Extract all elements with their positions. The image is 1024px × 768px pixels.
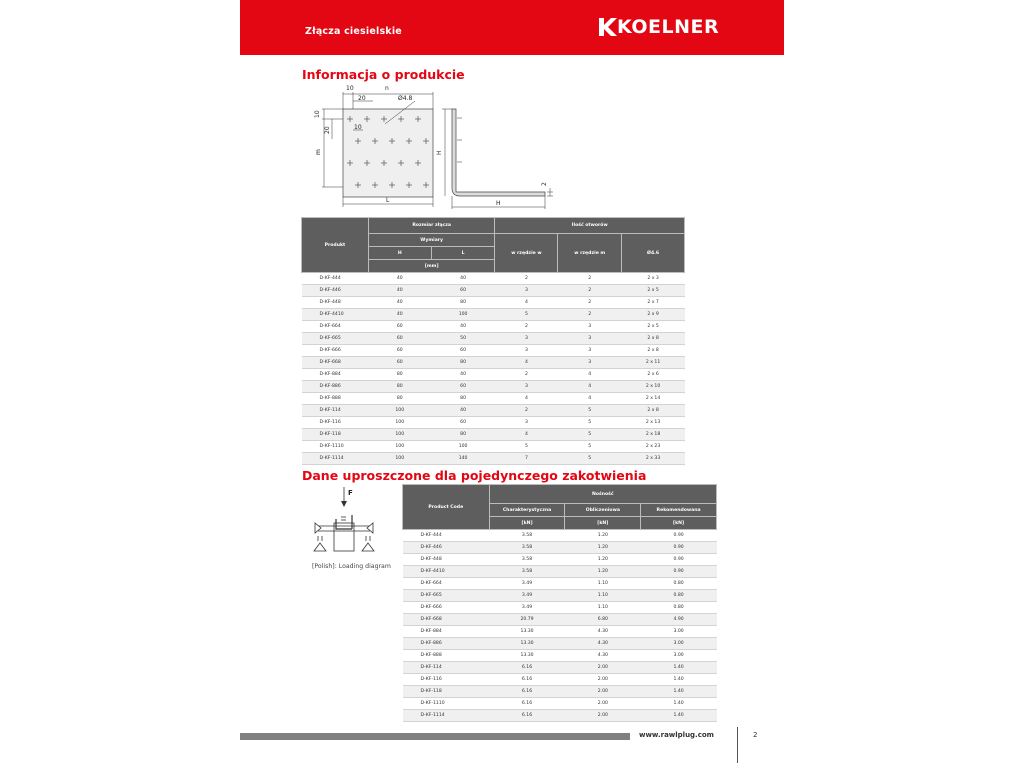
table-row (403, 710, 717, 722)
col-header-row-w: w rzędzie w (495, 234, 558, 273)
table-cell: 4 (558, 393, 622, 405)
table-cell: 4 (495, 429, 558, 441)
table-cell: 1.10 (565, 590, 641, 602)
product-code-cell: D-KF-4410 (302, 309, 369, 321)
table-cell: 60 (368, 333, 431, 345)
table-cell: 2 x 11 (622, 357, 685, 369)
table-row (302, 381, 685, 393)
table-cell: 0.80 (641, 602, 717, 614)
table-cell: 3.58 (489, 554, 565, 566)
table-cell: 2 (495, 405, 558, 417)
table-cell: 2 x 8 (622, 405, 685, 417)
product-code-cell: D-KF-446 (403, 542, 490, 554)
table-cell: 60 (368, 321, 431, 333)
col-header-capacity-group: Nośność (489, 485, 716, 504)
table-row (403, 698, 717, 710)
col-header-h: H (368, 247, 431, 260)
footer-divider (737, 727, 738, 763)
table-cell: 2 x 33 (622, 453, 685, 465)
table-cell: 2 x 7 (622, 297, 685, 309)
col-header-recommended: Rekomendowana (641, 504, 717, 517)
table-cell: 3.00 (641, 638, 717, 650)
table-cell: 1.40 (641, 674, 717, 686)
table-cell: 1.40 (641, 686, 717, 698)
product-code-cell: D-KF-668 (302, 357, 369, 369)
table-cell: 60 (431, 285, 495, 297)
table-cell: 2.00 (565, 662, 641, 674)
table-cell: 3 (495, 345, 558, 357)
dim-label: m (315, 149, 322, 155)
table-cell: 4 (495, 393, 558, 405)
table-cell: 2 x 14 (622, 393, 685, 405)
table-cell: 140 (431, 453, 495, 465)
table-row (302, 285, 685, 297)
table-cell: 100 (368, 441, 431, 453)
table-cell: 4 (558, 381, 622, 393)
table-cell: 6.16 (489, 710, 565, 722)
table-row (302, 357, 685, 369)
table-cell: 13.30 (489, 650, 565, 662)
table-cell: 4 (495, 297, 558, 309)
product-code-cell: D-KF-1114 (403, 710, 490, 722)
product-code-cell: D-KF-665 (302, 333, 369, 345)
product-code-cell: D-KF-886 (403, 638, 490, 650)
table-row (403, 626, 717, 638)
table-row (403, 638, 717, 650)
table-cell: 80 (431, 429, 495, 441)
diagram-caption: [Polish]: Loading diagram (312, 563, 391, 570)
table-cell: 2 (558, 285, 622, 297)
dim-label: H (436, 150, 443, 155)
table-cell: 3 (495, 417, 558, 429)
table-cell: 0.80 (641, 578, 717, 590)
table-row (403, 602, 717, 614)
table-cell: 1.10 (565, 578, 641, 590)
col-header-dims: Wymiary (368, 234, 495, 247)
table-row (403, 686, 717, 698)
table-cell: 60 (368, 345, 431, 357)
table-cell: 3.49 (489, 578, 565, 590)
table-cell: 0.90 (641, 542, 717, 554)
table-cell: 20.79 (489, 614, 565, 626)
product-code-cell: D-KF-888 (302, 393, 369, 405)
table-cell: 100 (368, 453, 431, 465)
header-bar (240, 0, 784, 55)
table-cell: 1.20 (565, 542, 641, 554)
col-header-holes-group: Ilość otworów (495, 218, 685, 234)
table-cell: 60 (431, 345, 495, 357)
table-cell: 80 (368, 381, 431, 393)
product-code-cell: D-KF-448 (302, 297, 369, 309)
section-title-simplified-data: Dane uproszczone dla pojedynczego zakotwienia (302, 468, 647, 483)
col-header-product: Produkt (302, 218, 369, 273)
product-code-cell: D-KF-448 (403, 554, 490, 566)
table-cell: 1.40 (641, 662, 717, 674)
table-cell: 80 (431, 393, 495, 405)
section-title-product-info: Informacja o produkcie (302, 67, 465, 82)
table-cell: 6.16 (489, 674, 565, 686)
product-code-cell: D-KF-888 (403, 650, 490, 662)
product-code-cell: D-KF-666 (302, 345, 369, 357)
product-code-cell: D-KF-116 (403, 674, 490, 686)
table-row (403, 554, 717, 566)
dim-label: L (386, 197, 390, 204)
table-cell: 100 (368, 405, 431, 417)
dim-label: 20 (324, 126, 331, 134)
table-cell: 100 (368, 429, 431, 441)
table-row (403, 566, 717, 578)
table-cell: 60 (431, 417, 495, 429)
table-cell: 2 (558, 297, 622, 309)
table-cell: 100 (431, 441, 495, 453)
col-header-size-group: Rozmiar złącza (368, 218, 495, 234)
table-cell: 2 x 13 (622, 417, 685, 429)
table-cell: 5 (558, 453, 622, 465)
angle-profile (452, 109, 545, 196)
table-cell: 3.49 (489, 602, 565, 614)
table-row (403, 542, 717, 554)
table-cell: 5 (558, 429, 622, 441)
header-title: Złącza ciesielskie (305, 26, 402, 37)
product-code-cell: D-KF-1110 (302, 441, 369, 453)
col-header-unit: [kN] (489, 517, 565, 530)
logo-text: KOELNER (617, 16, 720, 38)
table-cell: 3.58 (489, 542, 565, 554)
table-cell: 1.40 (641, 698, 717, 710)
col-header-characteristic: Charakterystyczna (489, 504, 565, 517)
product-code-cell: D-KF-886 (302, 381, 369, 393)
dim-label: H (496, 200, 501, 207)
table-cell: 13.30 (489, 638, 565, 650)
table-cell: 2 x 6 (622, 369, 685, 381)
dim-label: 10 (354, 124, 362, 131)
table-cell: 2 x 3 (622, 273, 685, 285)
table-cell: 80 (368, 393, 431, 405)
table-cell: 60 (368, 357, 431, 369)
dim-label: Ø4.8 (398, 95, 413, 102)
table-cell: 0.90 (641, 554, 717, 566)
product-code-cell: D-KF-444 (302, 273, 369, 285)
table-cell: 40 (431, 369, 495, 381)
table-row (302, 453, 685, 465)
table-row (302, 273, 685, 285)
product-code-cell: D-KF-664 (403, 578, 490, 590)
table-cell: 100 (431, 309, 495, 321)
table-cell: 3 (558, 357, 622, 369)
table-cell: 3 (495, 285, 558, 297)
table-row (302, 393, 685, 405)
table-cell: 40 (431, 405, 495, 417)
table-row (403, 674, 717, 686)
table-cell: 1.40 (641, 710, 717, 722)
dim-label: 10 (346, 85, 354, 92)
logo-k-icon (597, 16, 619, 38)
table-cell: 2 (558, 309, 622, 321)
table-cell: 40 (368, 273, 431, 285)
table-cell: 5 (558, 417, 622, 429)
product-code-cell: D-KF-664 (302, 321, 369, 333)
dim-label: n (385, 85, 389, 92)
table-cell: 13.30 (489, 626, 565, 638)
table-cell: 5 (495, 441, 558, 453)
table-cell: 2.00 (565, 698, 641, 710)
table-row (403, 578, 717, 590)
table-cell: 80 (431, 297, 495, 309)
table-cell: 3 (495, 333, 558, 345)
product-code-cell: D-KF-884 (302, 369, 369, 381)
table-cell: 6.16 (489, 686, 565, 698)
table-cell: 3 (495, 381, 558, 393)
table-row (302, 345, 685, 357)
table-cell: 2 x 8 (622, 345, 685, 357)
table-cell: 4.30 (565, 650, 641, 662)
force-label: F (348, 489, 353, 497)
product-code-cell: D-KF-666 (403, 602, 490, 614)
product-spec-table (301, 217, 685, 465)
col-header-product-code: Product Code (403, 485, 490, 530)
table-cell: 3.58 (489, 530, 565, 542)
table-cell: 40 (368, 285, 431, 297)
col-header-unit: [kN] (565, 517, 641, 530)
table-cell: 2 (495, 273, 558, 285)
table-row (403, 614, 717, 626)
product-code-cell: D-KF-116 (302, 417, 369, 429)
table-cell: 1.20 (565, 530, 641, 542)
col-header-design: Obliczeniowa (565, 504, 641, 517)
table-cell: 80 (431, 357, 495, 369)
table-row (403, 530, 717, 542)
table-cell: 3 (558, 345, 622, 357)
table-row (302, 405, 685, 417)
table-row (302, 321, 685, 333)
table-cell: 1.20 (565, 566, 641, 578)
table-cell: 2.00 (565, 710, 641, 722)
col-header-row-m: w rzędzie m (558, 234, 622, 273)
dim-label: 10 (314, 110, 321, 118)
table-cell: 40 (368, 309, 431, 321)
table-row (302, 441, 685, 453)
product-drawing (310, 82, 570, 212)
table-cell: 4.90 (641, 614, 717, 626)
product-code-cell: D-KF-665 (403, 590, 490, 602)
product-code-cell: D-KF-444 (403, 530, 490, 542)
col-header-unit: [kN] (641, 517, 717, 530)
table-cell: 3.00 (641, 626, 717, 638)
product-code-cell: D-KF-884 (403, 626, 490, 638)
dim-label: 2 (541, 182, 548, 186)
col-header-unit: [mm] (368, 260, 495, 273)
table-cell: 4 (495, 357, 558, 369)
table-cell: 6.80 (565, 614, 641, 626)
product-code-cell: D-KF-114 (403, 662, 490, 674)
table-cell: 0.90 (641, 530, 717, 542)
product-code-cell: D-KF-446 (302, 285, 369, 297)
footer-bar (240, 733, 630, 740)
table-cell: 2 x 5 (622, 285, 685, 297)
table-cell: 40 (368, 297, 431, 309)
table-cell: 3.00 (641, 650, 717, 662)
col-header-diameter: Ø4.6 (622, 234, 685, 273)
product-code-cell: D-KF-114 (302, 405, 369, 417)
table-cell: 1.10 (565, 602, 641, 614)
product-code-cell: D-KF-668 (403, 614, 490, 626)
product-code-cell: D-KF-1114 (302, 453, 369, 465)
plate-outline (343, 109, 433, 197)
footer-url[interactable]: www.rawlplug.com (639, 731, 714, 739)
table-cell: 0.80 (641, 590, 717, 602)
dim-label: 20 (358, 95, 366, 102)
table-row (302, 333, 685, 345)
col-header-l: L (431, 247, 495, 260)
table-cell: 60 (431, 381, 495, 393)
table-row (302, 309, 685, 321)
table-row (302, 369, 685, 381)
table-cell: 2 x 8 (622, 333, 685, 345)
product-code-cell: D-KF-118 (302, 429, 369, 441)
table-cell: 4.30 (565, 638, 641, 650)
table-cell: 2 x 9 (622, 309, 685, 321)
table-cell: 5 (495, 309, 558, 321)
product-code-cell: D-KF-1110 (403, 698, 490, 710)
table-cell: 3.58 (489, 566, 565, 578)
table-cell: 7 (495, 453, 558, 465)
table-cell: 3 (558, 321, 622, 333)
table-row (403, 650, 717, 662)
table-row (302, 297, 685, 309)
product-code-cell: D-KF-118 (403, 686, 490, 698)
koelner-logo (597, 16, 719, 38)
table-cell: 2 x 10 (622, 381, 685, 393)
table-cell: 2 (558, 273, 622, 285)
table-row (403, 662, 717, 674)
page-number: 2 (753, 731, 758, 739)
table-cell: 40 (431, 273, 495, 285)
table-cell: 40 (431, 321, 495, 333)
table-cell: 6.16 (489, 662, 565, 674)
table-cell: 4.30 (565, 626, 641, 638)
table-row (302, 429, 685, 441)
table-cell: 2.00 (565, 686, 641, 698)
table-cell: 1.20 (565, 554, 641, 566)
product-code-cell: D-KF-4410 (403, 566, 490, 578)
table-cell: 50 (431, 333, 495, 345)
table-cell: 3.49 (489, 590, 565, 602)
table-cell: 2 x 5 (622, 321, 685, 333)
table-cell: 0.90 (641, 566, 717, 578)
table-cell: 5 (558, 405, 622, 417)
table-cell: 2 x 18 (622, 429, 685, 441)
table-row (403, 590, 717, 602)
table-cell: 4 (558, 369, 622, 381)
table-cell: 2 (495, 369, 558, 381)
table-cell: 100 (368, 417, 431, 429)
table-cell: 2 (495, 321, 558, 333)
table-row (302, 417, 685, 429)
table-cell: 2 x 23 (622, 441, 685, 453)
table-cell: 80 (368, 369, 431, 381)
table-cell: 6.16 (489, 698, 565, 710)
table-cell: 5 (558, 441, 622, 453)
load-capacity-table (402, 484, 717, 722)
table-cell: 2.00 (565, 674, 641, 686)
loading-diagram (308, 483, 380, 561)
table-cell: 3 (558, 333, 622, 345)
